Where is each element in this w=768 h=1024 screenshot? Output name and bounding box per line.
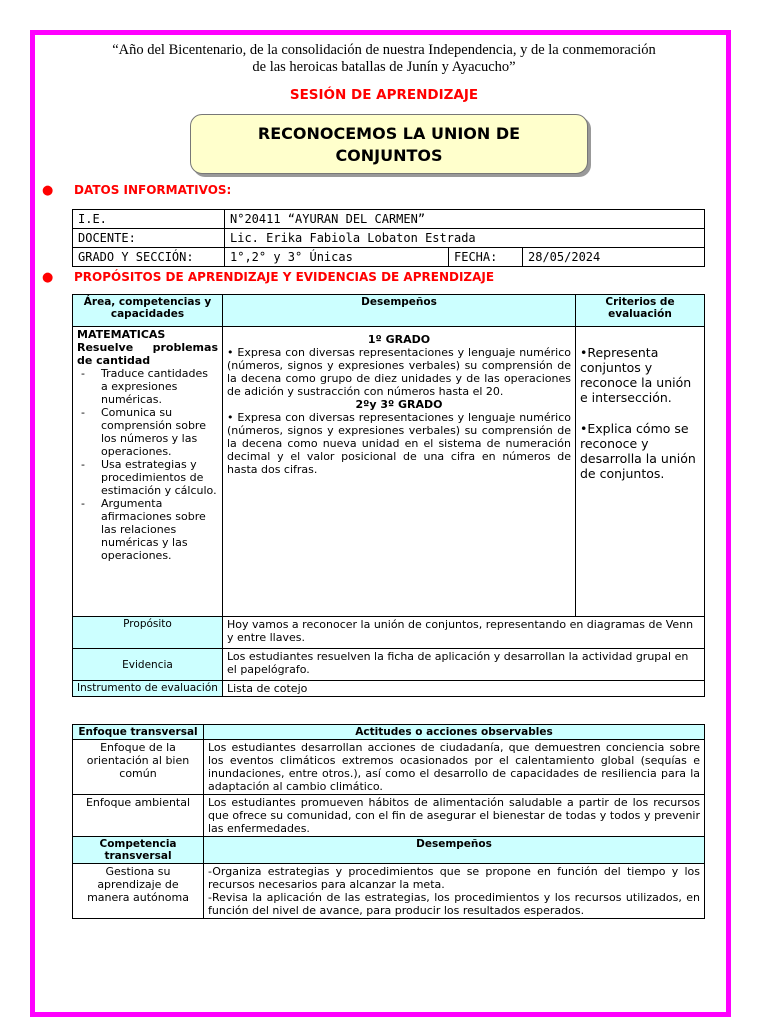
lesson-title-line-2: CONJUNTOS bbox=[335, 146, 443, 165]
grade23-title: 2ºy 3º GRADO bbox=[355, 398, 443, 411]
transversal-table bbox=[72, 724, 705, 919]
lesson-title-box bbox=[190, 114, 588, 174]
row2-label: Enfoque ambiental bbox=[73, 795, 204, 837]
header-enfoque: Enfoque transversal bbox=[73, 725, 204, 740]
ie-value: N°20411 “AYURAN DEL CARMEN” bbox=[225, 210, 705, 229]
lesson-title-line-1: RECONOCEMOS LA UNION DE bbox=[257, 124, 521, 143]
evidencia-label: Evidencia bbox=[73, 649, 223, 681]
motto-line-1: “Año del Bicentenario, de la consolidación de nuestra Independencia, y de la conmemoración bbox=[112, 42, 656, 58]
evidencia-value: Los estudiantes resuelven la ficha de aplicación y desarrollan la actividad grupal en el papelógrafo. bbox=[223, 649, 705, 681]
grade1-title: 1º GRADO bbox=[367, 333, 431, 346]
competence-name: Resuelve problemas de cantidad bbox=[77, 341, 218, 367]
docente-label: DOCENTE: bbox=[73, 229, 225, 248]
row1-label: Enfoque de la orientación al bien común bbox=[73, 740, 204, 795]
capacity-item: - Usa estrategias y procedimientos de estimación y cálculo. bbox=[77, 458, 218, 497]
row3-label: Gestiona su aprendizaje de manera autónoma bbox=[73, 864, 204, 919]
desempenos-cell bbox=[223, 327, 576, 617]
instrumento-label: Instrumento de evaluación bbox=[73, 681, 223, 697]
capacity-item: - Comunica su comprensión sobre los números y las operaciones. bbox=[77, 406, 218, 458]
area-cell bbox=[73, 327, 223, 617]
fecha-label: FECHA: bbox=[449, 248, 523, 267]
ie-label: I.E. bbox=[73, 210, 225, 229]
proposito-label: Propósito bbox=[73, 617, 223, 649]
fecha-value: 28/05/2024 bbox=[523, 248, 705, 267]
header-actitudes: Actitudes o acciones observables bbox=[204, 725, 705, 740]
bullet-icon: ● bbox=[42, 270, 54, 285]
header-desempenos: Desempeños bbox=[223, 295, 576, 327]
grado-value: 1°,2° y 3° Únicas bbox=[225, 248, 449, 267]
proposito-value: Hoy vamos a reconocer la unión de conjuntos, representando en diagramas de Venn y entre llaves. bbox=[223, 617, 705, 649]
header-criterios: Criterios de evaluación bbox=[576, 295, 705, 327]
session-title: SESIÓN DE APRENDIZAJE bbox=[289, 87, 479, 103]
row2-text: Los estudiantes promueven hábitos de alimentación saludable a partir de los recursos que ofrece su comunidad, con el fin de asegurar el bienestar de todas y todos y prevenir las enfermedades. bbox=[204, 795, 705, 837]
grade1-text: • Expresa con diversas representaciones y lenguaje numérico (números, signos y expresiones verbales) su comprensión de la decena como grupo de diez unidades y de las operaciones de adición y sustracción con números hasta el 20. bbox=[227, 346, 571, 398]
section-propositos bbox=[42, 270, 494, 285]
capacity-item: - Argumenta afirmaciones sobre las relaciones numéricas y las operaciones. bbox=[77, 497, 218, 562]
criteria-item: •Representa conjuntos y reconoce la unión e intersección. bbox=[580, 345, 692, 405]
section-datos-label: DATOS INFORMATIVOS: bbox=[74, 183, 232, 197]
row3-text bbox=[204, 864, 705, 919]
criteria-cell bbox=[576, 327, 705, 617]
header-desempenos-transversal: Desempeños bbox=[204, 837, 705, 864]
info-table bbox=[72, 209, 705, 267]
instrumento-value: Lista de cotejo bbox=[223, 681, 705, 697]
motto-line-2: de las heroicas batallas de Junín y Ayacucho” bbox=[252, 59, 516, 75]
grado-label: GRADO Y SECCIÓN: bbox=[73, 248, 225, 267]
criteria-item: •Explica cómo se reconoce y desarrolla la unión de conjuntos. bbox=[580, 421, 696, 481]
section-propositos-label: PROPÓSITOS DE APRENDIZAJE Y EVIDENCIAS DE APRENDIZAJE bbox=[74, 270, 495, 284]
section-datos bbox=[42, 183, 231, 198]
header-competencia: Competencia transversal bbox=[73, 837, 204, 864]
purposes-table bbox=[72, 294, 705, 697]
motto bbox=[60, 42, 708, 76]
docente-value: Lic. Erika Fabiola Lobaton Estrada bbox=[225, 229, 705, 248]
bullet-icon: ● bbox=[42, 183, 54, 198]
row3-text-1: -Organiza estrategias y procedimientos que se propone en función del tiempo y los recursos necesarios para alcanzar la meta. bbox=[208, 865, 700, 891]
grade23-text: • Expresa con diversas representaciones y lenguaje numérico (números, signos y expresiones verbales) su comprensión de la decena como nueva unidad en el sistema de numeración decimal y el valor posicional de una cifra en números de hasta dos cifras. bbox=[227, 411, 571, 476]
row3-text-2: -Revisa la aplicación de las estrategias, los procedimientos y los recursos utilizados, en función del nivel de avance, para producir los resultados esperados. bbox=[208, 891, 700, 917]
row1-text: Los estudiantes desarrollan acciones de ciudadanía, que demuestren conciencia sobre los eventos climáticos extremos ocasionados por el calentamiento global (sequías e inundaciones, entre otros.), así como el desarrollo de capacidades de resiliencia para la adaptación al cambio climático. bbox=[204, 740, 705, 795]
area-name: MATEMATICAS bbox=[77, 328, 166, 341]
header-area: Área, competencias y capacidades bbox=[73, 295, 223, 327]
capacity-item: - Traduce cantidades a expresiones numéricas. bbox=[77, 367, 218, 406]
